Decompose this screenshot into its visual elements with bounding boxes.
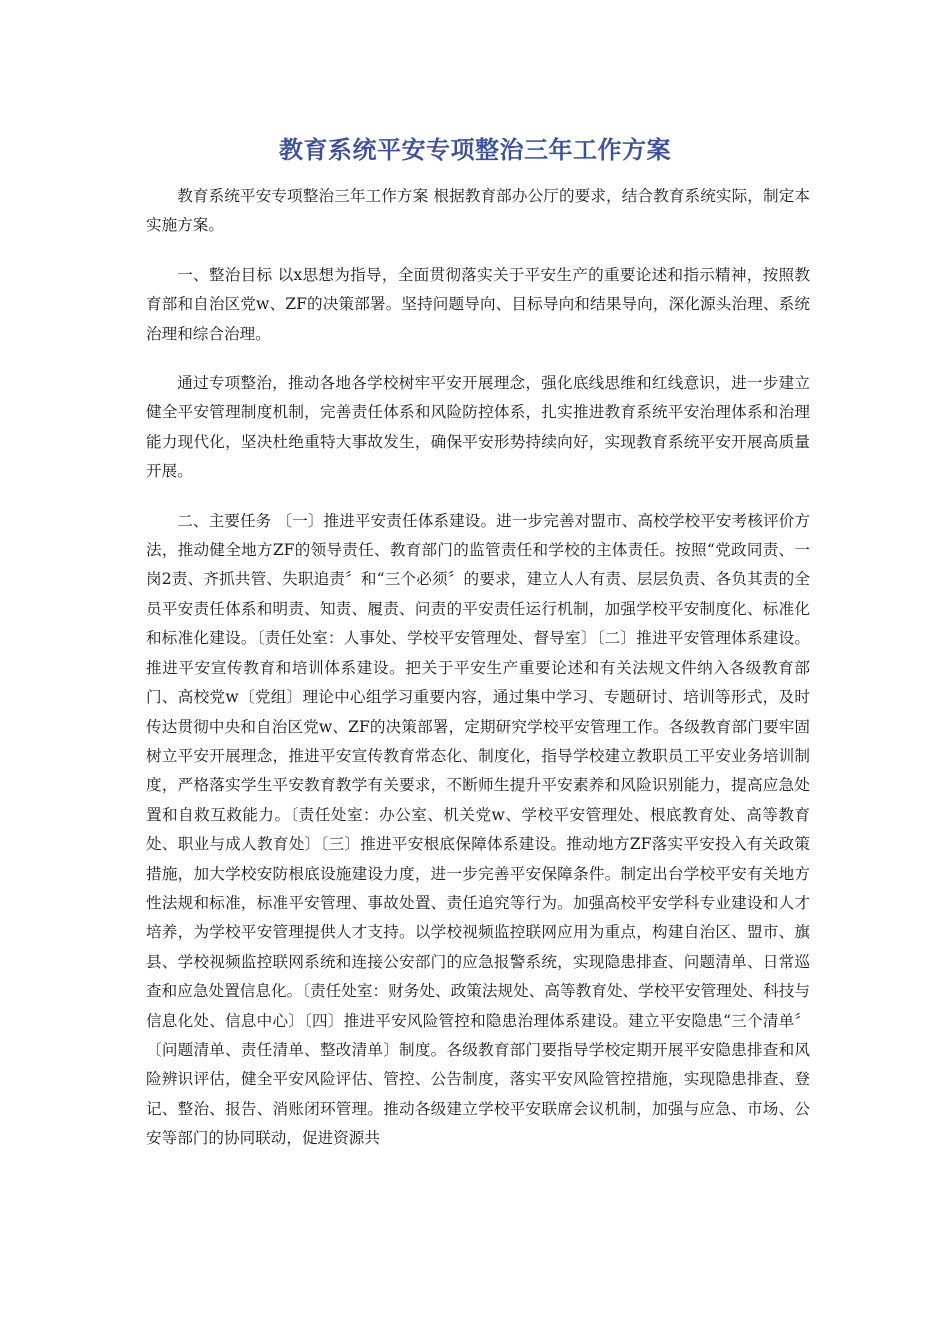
paragraph-objective: 一、整治目标 以x思想为指导，全面贯彻落实关于平安生产的重要论述和指示精神，按照教育部和自治区党w、ZF的决策部署。坚持问题导向、目标导向和结果导向，深化源头治理、系统治理和综合治理。 <box>146 265 810 343</box>
paragraph-tasks: 二、主要任务 〔一〕推进平安责任体系建设。进一步完善对盟市、高校学校平安考核评价方法，推动健全地方ZF的领导责任、教育部门的监管责任和学校的主体责任。按照“党政同责、一岗2责、齐抓共管、失职追责〞和“三个必须〞的要求，建立人人有责、层层负责、各负其责的全员平安责任体系和明责、知责、履责、问责的平安责任运行机制，加强学校平安制度化、标准化和标准化建设。〔责任处室：人事处、学校平安管理处、督导室〕〔二〕推进平安管理体系建设。推进平安宣传教育和培训体系建设。把关于平安生产重要论述和有关法规文件纳入各级教育部门、高校党w〔党组〕理论中心组学习重要内容，通过集中学习、专题研讨、培训等形式，及时传达贯彻中央和自治区党w、ZF的决策部署，定期研究学校平安管理工作。各级教育部门要牢固树立平安开展理念，推进平安宣传教育常态化、制度化，指导学校建立教职员工平安业务培训制度，严格落实学生平安教育教学有关要求，不断师生提升平安素养和风险识别能力，提高应急处置和自救互救能力。〔责任处室：办公室、机关党w、学校平安管理处、根底教育处、高等教育处、职业与成人教育处〕〔三〕推进平安根底保障体系建设。推动地方ZF落实平安投入有关政策措施，加大学校安防根底设施建设力度，进一步完善平安保障条件。制定出台学校平安有关地方性法规和标准，标准平安管理、事故处置、责任追究等行为。加强高校平安学科专业建设和人才培养，为学校平安管理提供人才支持。以学校视频监控联网应用为重点，构建自治区、盟市、旗县、学校视频监控联网系统和连接公安部门的应急报警系统，实现隐患排查、问题清单、日常巡查和应急处置信息化。〔责任处室：财务处、政策法规处、高等教育处、学校平安管理处、科技与信息化处、信息中心〕〔四〕推进平安风险管控和隐患治理体系建设。建立平安隐患“三个清单〞〔问题清单、责任清单、整改清单〕制度。各级教育部门要指导学校定期开展平安隐患排查和风险辨识评估，健全平安风险评估、管控、公告制度，落实平安风险管控措施，实现隐患排查、登记、整治、报告、消账闭环管理。推动各级建立学校平安联席会议机制，加强与应急、市场、公安等部门的协同联动，促进资源共 <box>146 511 810 1148</box>
paragraph-intro: 教育系统平安专项整治三年工作方案 根据教育部办公厅的要求，结合教育系统实际，制定本实施方案。 <box>146 187 810 235</box>
document-body <box>146 182 810 1154</box>
paragraph-goals: 通过专项整治，推动各地各学校树牢平安开展理念，强化底线思维和红线意识，进一步建立健全平安管理制度机制，完善责任体系和风险防控体系，扎实推进教育系统平安治理体系和治理能力现代化，坚决杜绝重特大事故发生，确保平安形势持续向好，实现教育系统平安开展高质量开展。 <box>146 374 810 481</box>
document-title: 教育系统平安专项整治三年工作方案 <box>279 136 671 164</box>
